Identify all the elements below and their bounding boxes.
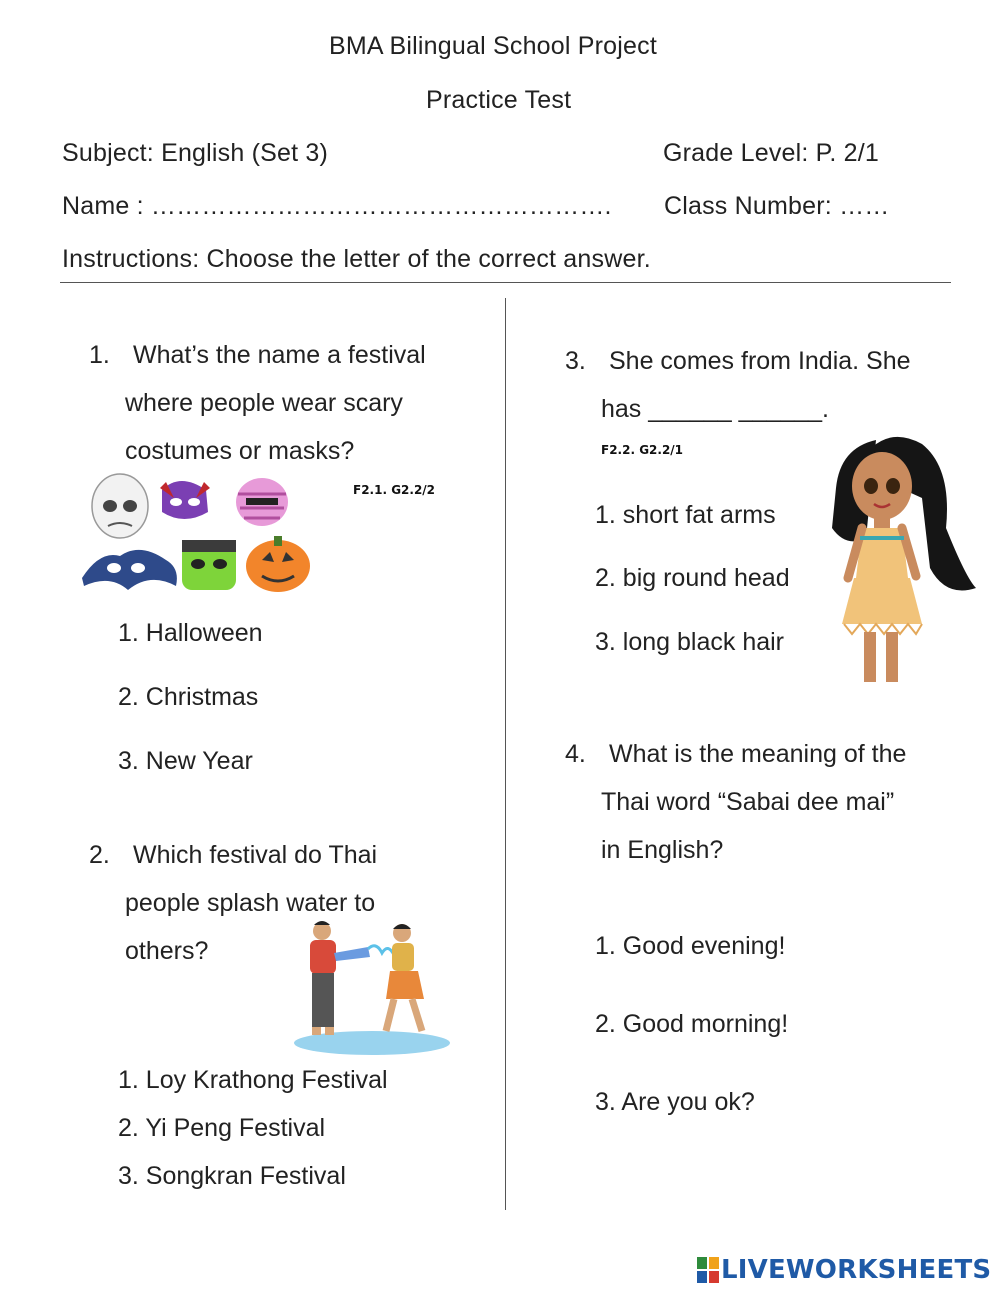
class-number-field[interactable]: Class Number: …… [664,192,890,220]
liveworksheets-mark-icon [697,1257,719,1283]
pumpkin-mask-icon [246,536,310,592]
q2-option[interactable]: 1. Loy Krathong Festival [118,1066,388,1094]
ghost-mask-icon [92,474,148,538]
column-divider [505,298,506,1210]
subject-label: Subject: English (Set 3) [62,139,329,167]
school-title: BMA Bilingual School Project [329,32,657,60]
name-field[interactable]: Name : ………………………………………………. [62,192,612,220]
q1-text-line: costumes or masks? [125,437,355,465]
q1-option[interactable]: 1. Halloween [118,619,263,647]
girl-character-icon [832,437,976,682]
q1-text-line: What’s the name a festival [133,341,426,369]
q2-number: 2. [89,841,110,869]
q2-text-line: Which festival do Thai [133,841,378,869]
frankenstein-mask-icon [182,540,236,590]
q4-number: 4. [565,740,586,768]
q1-option[interactable]: 2. Christmas [118,683,259,711]
q1-text-line: where people wear scary [125,389,403,417]
dracula-mask-icon [160,481,210,519]
thai-girl-icon [386,924,424,1031]
q4-text-line: What is the meaning of the [609,740,907,768]
q2-text-line: others? [125,937,209,965]
bat-mask-icon [82,550,177,590]
q3-text-line: She comes from India. She [609,347,911,375]
instructions: Instructions: Choose the letter of the correct answer. [62,245,651,273]
q4-option[interactable]: 2. Good morning! [595,1010,789,1038]
q2-option[interactable]: 2. Yi Peng Festival [118,1114,326,1142]
pocahontas-image [826,428,978,694]
q1-number: 1. [89,341,110,369]
q2-option[interactable]: 3. Songkran Festival [118,1162,346,1190]
q4-text-line: Thai word “Sabai dee mai” [601,788,895,816]
q3-number: 3. [565,347,586,375]
thai-boy-icon [310,921,336,1035]
halloween-masks-image [80,468,316,596]
mummy-mask-icon [236,478,288,526]
header-divider [60,282,951,283]
q1-code: F2.1. G2.2/2 [353,483,436,497]
brand-name: LIVEWORKSHEETS [721,1255,992,1285]
liveworksheets-logo[interactable] [697,1253,991,1287]
q3-code: F2.2. G2.2/1 [601,443,684,457]
q4-option[interactable]: 1. Good evening! [595,932,786,960]
q3-option[interactable]: 2. big round head [595,564,790,592]
q3-option[interactable]: 3. long black hair [595,628,785,656]
q3-option[interactable]: 1. short fat arms [595,501,776,529]
grade-label: Grade Level: P. 2/1 [663,139,879,167]
q3-text-line: has ______ ______. [601,395,829,423]
q4-option[interactable]: 3. Are you ok? [595,1088,755,1116]
q2-text-line: people splash water to [125,889,376,917]
q4-text-line: in English? [601,836,724,864]
songkran-water-fight-image [290,915,455,1057]
test-title: Practice Test [426,86,572,114]
q1-option[interactable]: 3. New Year [118,747,253,775]
